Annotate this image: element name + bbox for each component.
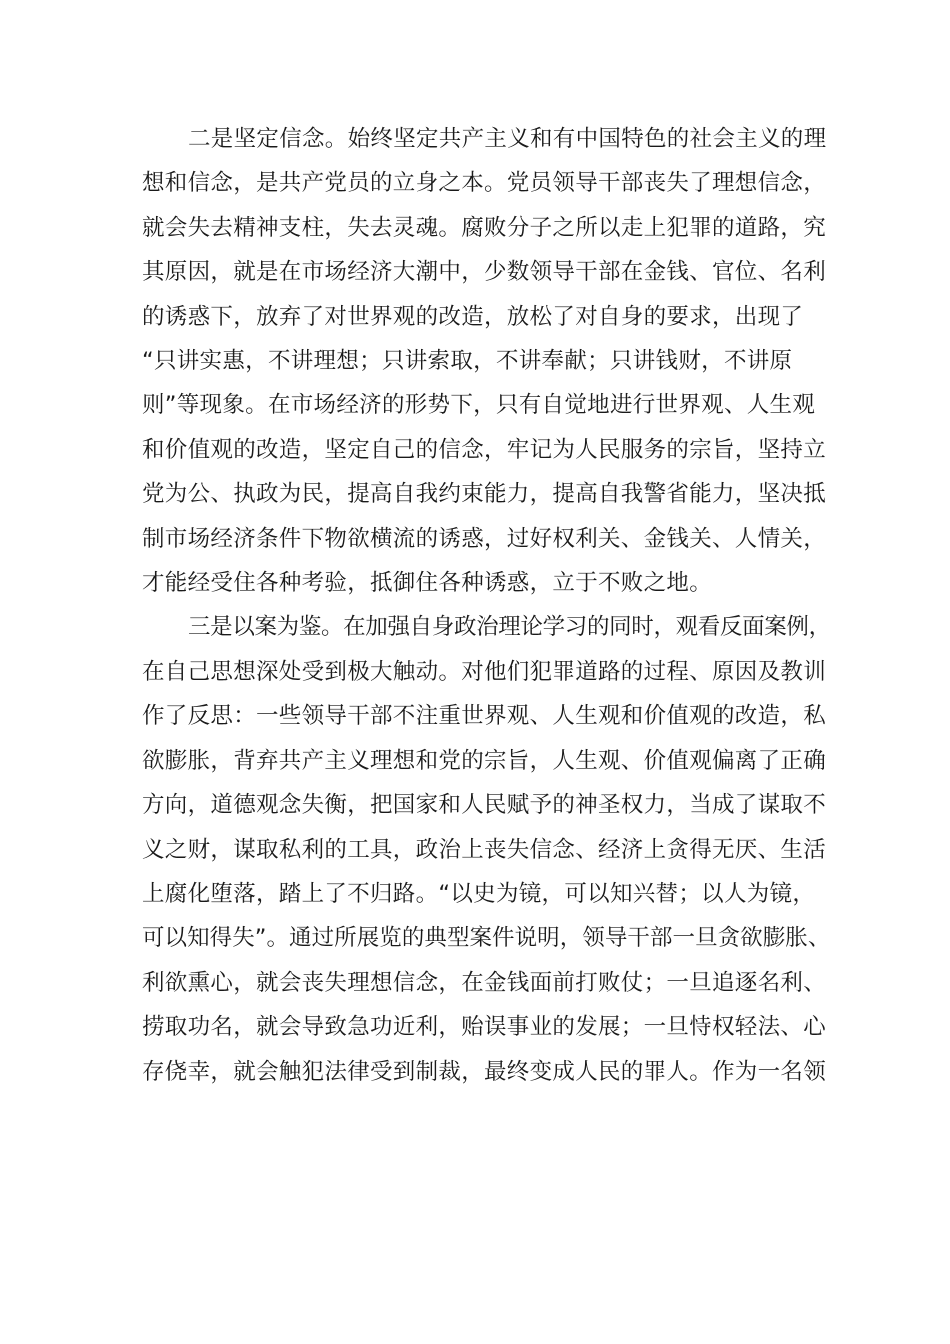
- text-line: 在自己思想深处受到极大触动。对他们犯罪道路的过程、原因及教训: [142, 658, 827, 685]
- text-line: 方向，道德观念失衡，把国家和人民赋予的神圣权力，当成了谋取不: [142, 792, 827, 819]
- text-line: 作了反思：一些领导干部不注重世界观、人生观和价值观的改造，私: [142, 703, 827, 730]
- text-line: 上腐化堕落，踏上了不归路。“以史为镜，可以知兴替；以人为镜，: [142, 880, 816, 907]
- text-line: 二是坚定信念。始终坚定共产主义和有中国特色的社会主义的理: [188, 126, 827, 152]
- text-line: 捞取功名，就会导致急功近利，贻误事业的发展；一旦恃权轻法、心: [142, 1014, 827, 1041]
- text-line: 则”等现象。在市场经济的形势下，只有自觉地进行世界观、人生观: [142, 392, 816, 419]
- paragraph-firm-belief: [142, 117, 832, 605]
- paragraph-learn-from-cases: [142, 605, 832, 1093]
- text-line: 的诱惑下，放弃了对世界观的改造，放松了对自身的要求，出现了: [142, 303, 804, 330]
- text-line: 三是以案为鉴。在加强自身政治理论学习的同时，观看反面案例，: [188, 614, 831, 641]
- text-line: 可以知得失”。通过所展览的典型案件说明，领导干部一旦贪欲膨胀、: [142, 925, 831, 952]
- text-line: 想和信念，是共产党员的立身之本。党员领导干部丧失了理想信念，: [142, 170, 827, 197]
- text-line: 存侥幸，就会触犯法律受到制裁，最终变成人民的罪人。作为一名领: [142, 1058, 827, 1085]
- text-line: “只讲实惠，不讲理想；只讲索取，不讲奉献；只讲钱财，不讲原: [142, 348, 793, 375]
- text-line: 就会失去精神支柱，失去灵魂。腐败分子之所以走上犯罪的道路，究: [142, 214, 827, 241]
- text-line: 和价值观的改造，坚定自己的信念，牢记为人民服务的宗旨，坚持立: [142, 436, 827, 463]
- text-line: 才能经受住各种考验，抵御住各种诱惑，立于不败之地。: [142, 570, 713, 597]
- text-line: 制市场经济条件下物欲横流的诱惑，过好权利关、金钱关、人情关，: [142, 525, 827, 552]
- text-line: 利欲熏心，就会丧失理想信念，在金钱面前打败仗；一旦追逐名利、: [142, 969, 827, 996]
- text-line: 欲膨胀，背弃共产主义理想和党的宗旨，人生观、价值观偏离了正确: [142, 747, 827, 774]
- text-line: 其原因，就是在市场经济大潮中，少数领导干部在金钱、官位、名利: [142, 259, 827, 286]
- text-line: 党为公、执政为民，提高自我约束能力，提高自我警省能力，坚决抵: [142, 481, 827, 508]
- document-body: [142, 117, 832, 1094]
- text-line: 义之财，谋取私利的工具，政治上丧失信念、经济上贪得无厌、生活: [142, 836, 827, 863]
